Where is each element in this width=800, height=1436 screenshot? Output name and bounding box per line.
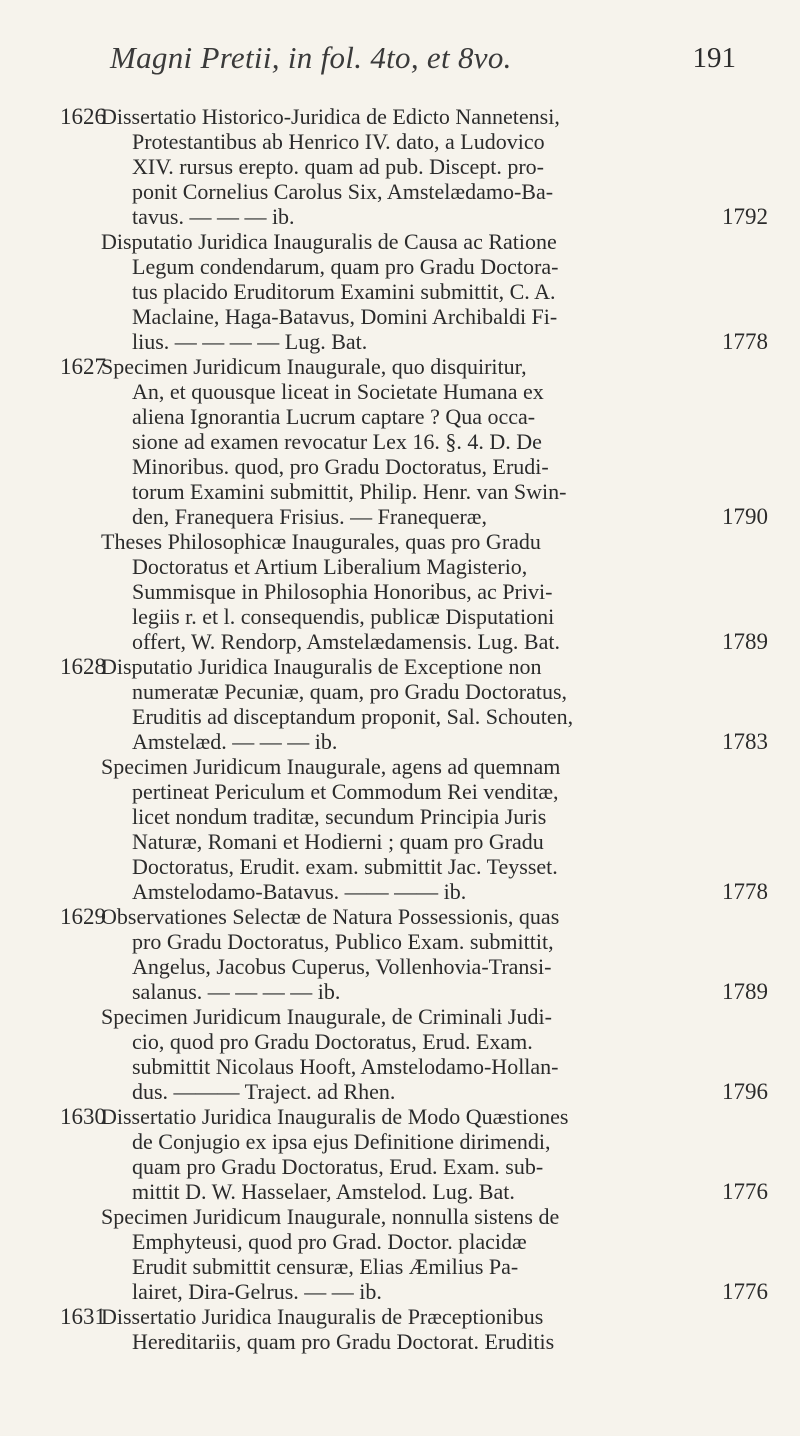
entry-line [0,829,800,854]
running-head [110,40,736,80]
entry-text: pro Gradu Doctoratus, Publico Exam. submittit, [132,929,554,954]
entry-line [0,654,800,679]
catalogue-entry [0,904,800,1004]
entry-line [0,454,800,479]
entry-line [0,104,800,129]
entry-year: 1789 [722,979,768,1004]
entry-text: XIV. rursus erepto. quam ad pub. Discept. pro- [132,154,545,179]
catalogue-entry [0,229,800,354]
entry-text: Dissertatio Historico-Juridica de Edicto Nannetensi, [101,104,560,129]
entry-line [0,154,800,179]
entry-line [0,279,800,304]
entry-text: tus placido Eruditorum Examini submittit, C. A. [132,279,556,304]
entry-text: quam pro Gradu Doctoratus, Erud. Exam. sub- [132,1154,544,1179]
entry-line [0,1004,800,1029]
entry-line [0,1329,800,1354]
entry-text: Doctoratus, Erudit. exam. submittit Jac. Teysset. [132,854,558,879]
entry-line [0,229,800,254]
entry-text: Summisque in Philosophia Honoribus, ac Privi- [132,579,553,604]
entry-year: 1776 [722,1179,768,1204]
entry-number: 1627 [60,354,106,379]
entry-line [0,404,800,429]
entry-text: tavus. — — — ib. [132,204,295,229]
entry-text: Emphyteusi, quod pro Grad. Doctor. placidæ [132,1229,527,1254]
entry-line [0,1229,800,1254]
entry-number: 1626 [60,104,106,129]
entry-year: 1778 [722,879,768,904]
entry-text: sione ad examen revocatur Lex 16. §. 4. D. De [132,429,542,454]
entry-line [0,1154,800,1179]
entry-text: cio, quod pro Gradu Doctoratus, Erud. Exam. [132,1029,533,1054]
entry-text: Naturæ, Romani et Hodierni ; quam pro Gradu [132,829,544,854]
entry-number: 1630 [60,1104,106,1129]
entry-line [0,779,800,804]
entry-line [0,504,800,529]
entry-line [0,1129,800,1154]
entry-line [0,929,800,954]
entry-text: salanus. — — — — ib. [132,979,341,1004]
entry-line [0,1254,800,1279]
entry-year: 1783 [722,729,768,754]
entry-line [0,329,800,354]
catalogue-entry [0,354,800,529]
entry-line [0,1279,800,1304]
entry-text: ponit Cornelius Carolus Six, Amstelædamo-Ba- [132,179,554,204]
catalogue-entry [0,654,800,754]
catalogue-entry [0,529,800,654]
entry-text: Dissertatio Juridica Inauguralis de Modo Quæstiones [101,1104,569,1129]
entry-line [0,304,800,329]
entry-line [0,479,800,504]
entry-text: den, Franequera Frisius. — Franequeræ, [132,504,487,529]
entry-text: Angelus, Jacobus Cuperus, Vollenhovia-Transi- [132,954,552,979]
entry-text: lairet, Dira-Gelrus. — — ib. [132,1279,382,1304]
entry-text: Observationes Selectæ de Natura Possessionis, quas [101,904,560,929]
entry-text: de Conjugio ex ipsa ejus Definitione dirimendi, [132,1129,551,1154]
entry-text: An, et quousque liceat in Societate Humana ex [132,379,544,404]
entry-year: 1776 [722,1279,768,1304]
entry-text: Dissertatio Juridica Inauguralis de Præceptionibus [101,1304,544,1329]
entry-text: Hereditariis, quam pro Gradu Doctorat. Eruditis [132,1329,555,1354]
entry-year: 1790 [722,504,768,529]
entry-text: mittit D. W. Hasselaer, Amstelod. Lug. Bat. [132,1179,515,1204]
entry-year: 1789 [722,629,768,654]
entry-line [0,729,800,754]
catalogue-entry [0,104,800,229]
entry-line [0,904,800,929]
catalogue-entry [0,754,800,904]
entry-line [0,754,800,779]
entry-line [0,804,800,829]
entry-line [0,129,800,154]
entry-number: 1628 [60,654,106,679]
entry-line [0,529,800,554]
entry-line [0,179,800,204]
entry-line [0,1204,800,1229]
entry-text: lius. — — — — Lug. Bat. [132,329,368,354]
entry-text: Amstelodamo-Batavus. —— —— ib. [132,879,467,904]
entry-line [0,554,800,579]
entry-line [0,954,800,979]
catalogue-entry [0,1304,800,1354]
entry-text: numeratæ Pecuniæ, quam, pro Gradu Doctoratus, [132,679,568,704]
entry-line [0,1304,800,1329]
entry-number: 1631 [60,1304,106,1329]
entry-line [0,429,800,454]
catalogue-entry [0,1004,800,1104]
entry-line [0,879,800,904]
entry-line [0,354,800,379]
page-number: 191 [692,42,736,74]
entry-text: licet nondum traditæ, secundum Principia Juris [132,804,547,829]
entry-text: Specimen Juridicum Inaugurale, de Criminali Judi- [101,1004,552,1029]
entry-year: 1796 [722,1079,768,1104]
entry-text: Disputatio Juridica Inauguralis de Exceptione non [101,654,542,679]
entry-text: Eruditis ad disceptandum proponit, Sal. Schouten, [132,704,574,729]
entry-text: legiis r. et l. consequendis, publicæ Disputationi [132,604,555,629]
entry-text: aliena Ignorantia Lucrum captare ? Qua occa- [132,404,536,429]
entry-text: Doctoratus et Artium Liberalium Magisterio, [132,554,528,579]
catalogue-entries [0,104,800,1354]
entry-line [0,679,800,704]
entry-text: Amstelæd. — — — ib. [132,729,338,754]
entry-line [0,254,800,279]
running-title: Magni Pretii, in fol. 4to, et 8vo. [110,40,512,75]
entry-text: Legum condendarum, quam pro Gradu Doctora- [132,254,559,279]
entry-text: pertineat Periculum et Commodum Rei venditæ, [132,779,559,804]
entry-text: offert, W. Rendorp, Amstelædamensis. Lug. Bat. [132,629,560,654]
entry-line [0,579,800,604]
entry-year: 1792 [722,204,768,229]
entry-line [0,1054,800,1079]
entry-line [0,854,800,879]
entry-number: 1629 [60,904,106,929]
catalogue-entry [0,1104,800,1204]
entry-text: Disputatio Juridica Inauguralis de Causa ac Ratione [101,229,557,254]
entry-text: Specimen Juridicum Inaugurale, quo disquiritur, [101,354,527,379]
entry-text: Erudit submittit censuræ, Elias Æmilius Pa- [132,1254,519,1279]
entry-line [0,1029,800,1054]
entry-text: dus. ——— Traject. ad Rhen. [132,1079,396,1104]
entry-text: Protestantibus ab Henrico IV. dato, a Ludovico [132,129,545,154]
entry-line [0,379,800,404]
entry-line [0,629,800,654]
entry-text: Specimen Juridicum Inaugurale, nonnulla sistens de [101,1204,560,1229]
entry-text: Minoribus. quod, pro Gradu Doctoratus, Erudi- [132,454,549,479]
entry-line [0,704,800,729]
entry-line [0,979,800,1004]
entry-text: Maclaine, Haga-Batavus, Domini Archibaldi Fi- [132,304,558,329]
entry-line [0,1179,800,1204]
entry-line [0,604,800,629]
entry-text: torum Examini submittit, Philip. Henr. van Swin- [132,479,567,504]
catalogue-entry [0,1204,800,1304]
entry-text: submittit Nicolaus Hooft, Amstelodamo-Hollan- [132,1054,559,1079]
entry-line [0,1104,800,1129]
entry-line [0,1079,800,1104]
entry-line [0,204,800,229]
entry-text: Theses Philosophicæ Inaugurales, quas pro Gradu [101,529,541,554]
entry-year: 1778 [722,329,768,354]
entry-text: Specimen Juridicum Inaugurale, agens ad quemnam [101,754,561,779]
